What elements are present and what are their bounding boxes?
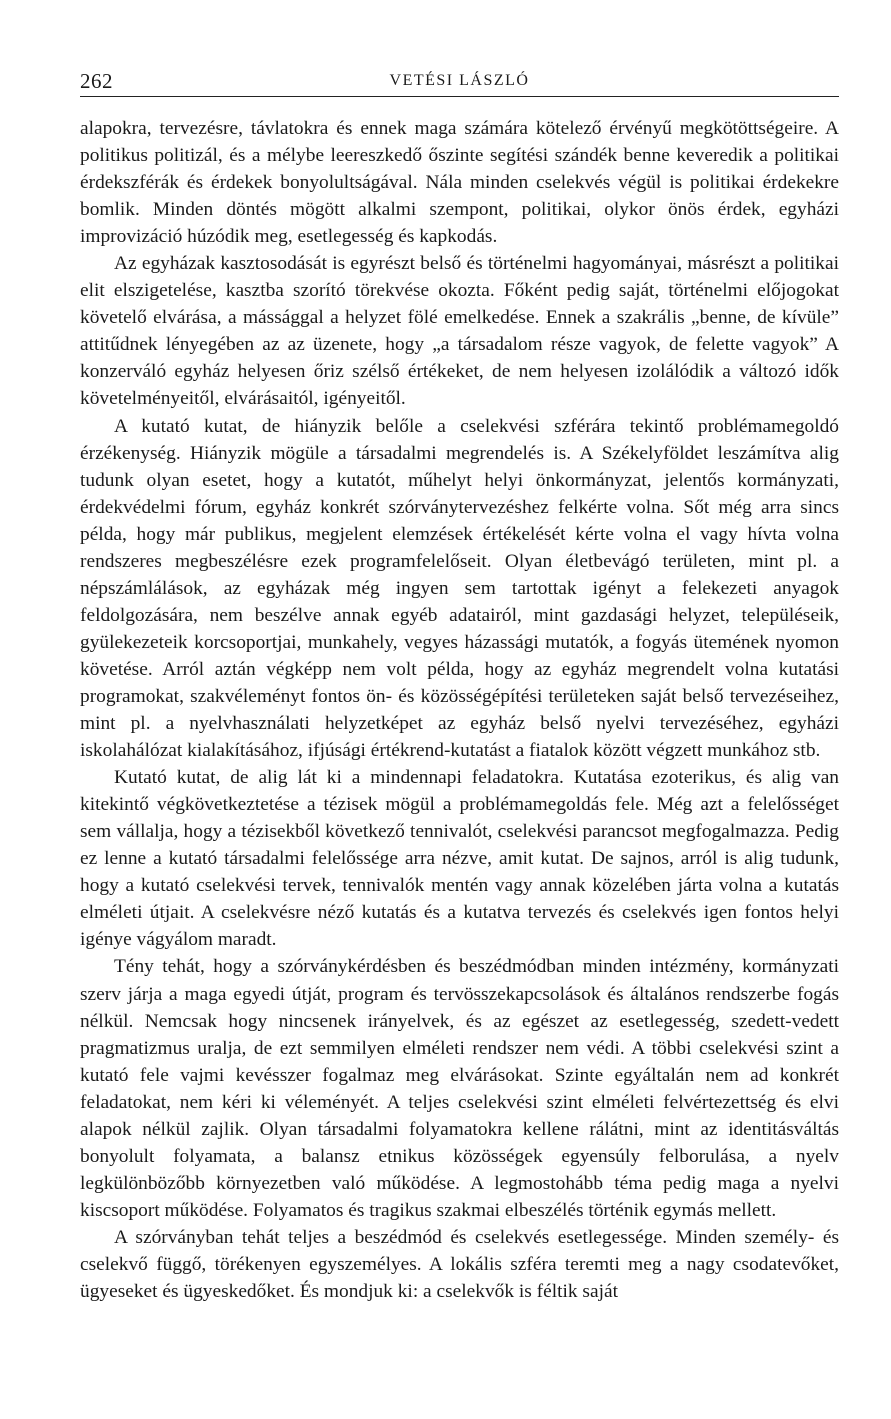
paragraph: alapokra, tervezésre, távlatokra és ennek maga számára kötelező érvényű megkötöttségeire. A politikus politizál, és a mélybe leereszkedő őszinte segítési szándék benne keveredik a politikai érdekszférák és érdekek bonyolultságával. Nála minden cselekvés végül is politikai érdekekre bomlik. Minden döntés mögött alkalmi szempont, politikai, olykor önös érdek, egyházi improvizáció húzódik meg, esetlegesség és kapkodás. xyxy=(80,118,839,248)
paragraph: A kutató kutat, de hiányzik belőle a cselekvési szférára tekintő problémamegoldó érzékenység. Hiányzik mögüle a társadalmi megrendelés is. A Székelyföldet leszámítva alig tudunk olyan esetet, hogy a kutatót, műhelyt helyi önkormányzat, jelentős kormányzati, érdekvédelmi fórum, egyház konkrét szórványtervezéshez felkérte volna. Sőt még arra sincs példa, hogy már publikus, megjelent elemzések értékelését kérte volna el vagy hívta volna rendszeres megbeszélésre ezek programfelelőseit. Olyan életbevágó területen, mint pl. a népszámlálások, az egyházak még ingyen sem tartottak igényt a felekezeti anyagok feldolgozására, nem beszélve annak egyéb adatairól, mint gazdasági helyzet, településeik, gyülekezeteik korcsoportjai, munkahely, vegyes házassági mutatók, a fogyás ütemének nyomon követése. Arról aztán végképp nem volt példa, hogy az egyház megrendelt volna kutatási programokat, szakvéleményt fontos ön- és közösségépítési területeken saját belső tervezéseihez, mint pl. a nyelvhasználati helyzetképet az egyház belső nyelvi tervezéséhez, egyházi iskolahálózat kialakításához, ifjúsági értékrend-kutatást a fiatalok között végzett munkához stb. xyxy=(80,415,839,762)
running-head xyxy=(80,66,839,97)
page-number: 262 xyxy=(80,69,113,93)
book-page xyxy=(80,66,839,1305)
body-text xyxy=(80,115,839,1305)
paragraph: Kutató kutat, de alig lát ki a mindennapi feladatokra. Kutatása ezoterikus, és alig van kitekintő végkövetkeztetése a tézisek mögül a problémamegoldás fele. Még azt a felelősséget sem vállalja, hogy a tézisekből következő tennivalót, cselekvési parancsot megfogalmazza. Pedig ez lenne a kutató társadalmi felelőssége arra nézve, amit kutat. De sajnos, arról is alig tudunk, hogy a kutató cselekvési tervek, tennivalók mentén vagy annak közelében járta volna a kutatás elméleti útjait. A cselekvésre néző kutatás és a kutatva tervezés és cselekvés igen fontos helyi igénye vágyálom maradt. xyxy=(80,767,839,951)
paragraph: Tény tehát, hogy a szórványkérdésben és beszédmódban minden intézmény, kormányzati szerv járja a maga egyedi útját, program és tervösszekapcsolások és általános rendszerbe fogás nélkül. Nemcsak hogy nincsenek irányelvek, és az egészet az esetlegesség, szedett-vedett pragmatizmus uralja, de ezt semmilyen elméleti rendszer nem védi. A többi cselekvési szint a kutató fele vajmi kevésszer fogalmaz meg elvárásokat. Szinte egyáltalán nem ad konkrét feladatokat, nem kéri ki véleményét. A teljes cselekvési szint elméleti felvértezettség és elvi alapok nélkül zajlik. Olyan társadalmi folyamatokra kellene rálátni, mint az identitásváltás bonyolult folyamata, a balansz etnikus közösségek egyensúly felborulása, a nyelv legkülönbözőbb környezetben való működése. A legmostohább téma pedig maga a nyelvi kiscsoport működése. Folyamatos és tragikus szakmai elbeszélés történik egymás mellett. xyxy=(80,956,839,1221)
running-head-author: VETÉSI LÁSZLÓ xyxy=(389,72,530,89)
paragraph: Az egyházak kasztosodását is egyrészt belső és történelmi hagyományai, másrészt a politikai elit elszigetelése, kasztba szorító törekvése okozta. Főként pedig saját, történelmi előjogokat követelő elvárása, a mássággal a helyzet fölé emelkedése. Ennek a szakrális „benne, de kívüle” attitűdnek lényegében az az üzenete, hogy „a társadalom része vagyok, de felette vagyok” A konzerváló egyház helyesen őriz szélső értékeket, de nem helyesen izolálódik a változó idők követelményeitől, elvárásaitól, igényeitől. xyxy=(80,253,839,410)
paragraph: A szórványban tehát teljes a beszédmód és cselekvés esetlegessége. Minden személy- és cselekvő függő, törékenyen egyszemélyes. A lokális szféra teremti meg a nagy csodatevőket, ügyeseket és ügyeskedőket. És mondjuk ki: a cselekvők is féltik saját xyxy=(80,1226,839,1303)
